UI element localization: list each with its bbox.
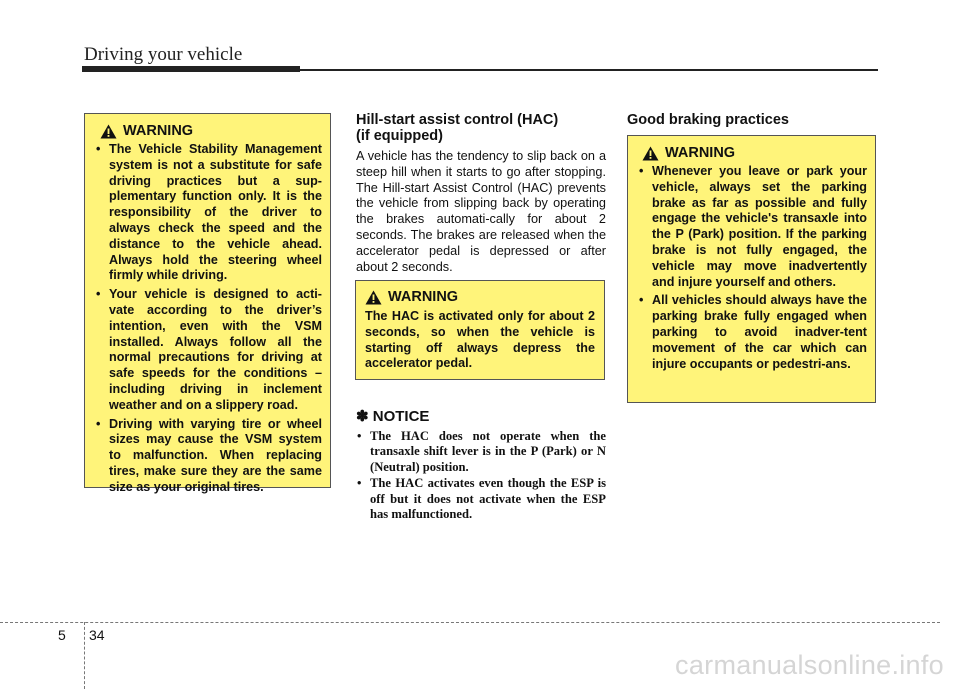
warning-item: • Whenever you leave or park your vehicle, always set the parking brake as far as possible and fully engage the vehicle's transaxle into the P (Park) position. If the parking brake is not fully engaged, the vehicle may move inadvertently and injure yourself and others. (634, 164, 867, 290)
page-number: 34 (89, 627, 105, 643)
footer-divider (0, 622, 940, 623)
notice-item: • The HAC activates even though the ESP is off but it does not activate when the ESP has malfunctioned. (356, 476, 606, 522)
chapter-title: Driving your vehicle (84, 44, 243, 65)
warning-title: WARNING (123, 123, 194, 139)
hac-heading-line2: (if equipped) (356, 128, 443, 144)
footer-page-divider (84, 622, 85, 689)
notice-block (356, 407, 606, 523)
warning-item: • Your vehicle is designed to acti-vate according to the driver’s intention, even with the VSM installed. Always follow all the normal precautions for driving at safe speeds for the conditions – including driving in inclement weather and on a slippery road. (91, 287, 322, 413)
warning-item: • The Vehicle Stability Management system is not a substitute for safe driving practices but a sup-plementary function only. It is the responsibility of the driver to always check the speed and the distance to the vehicle ahead. Always hold the steering wheel firmly while driving. (91, 142, 322, 284)
warning-box-hac (355, 280, 605, 380)
braking-heading: Good braking practices (627, 112, 789, 128)
warning-box-parking (627, 135, 876, 403)
warning-list (91, 142, 322, 496)
hac-body-text: A vehicle has the tendency to slip back on a steep hill when it starts to go after stopping. The Hill-start Assist Control (HAC) prevents the vehicle from slipping back by operating the brakes automati-cally for about 2 seconds. The brakes are released when the accelerator pedal is depressed or after about 2 seconds. (356, 149, 606, 274)
watermark: carmanualsonline.info (675, 650, 944, 680)
warning-box-vsm (84, 113, 331, 494)
warning-triangle-icon (365, 290, 382, 305)
notice-item: • The HAC does not operate when the transaxle shift lever is in the P (Park) or N (Neutral) position. (356, 429, 606, 475)
header-rule-thick (82, 66, 300, 72)
hac-heading-line1: Hill-start assist control (HAC) (356, 112, 559, 128)
warning-item: • All vehicles should always have the parking brake fully engaged when parking to avoid inadver-tent movement of the car which can injure occupants or pedestri-ans. (634, 293, 867, 372)
warning-header (365, 289, 595, 305)
warning-header (642, 145, 867, 161)
hac-heading (356, 112, 606, 144)
warning-header (100, 123, 322, 139)
notice-title: ✽ NOTICE (356, 408, 430, 425)
warning-title: WARNING (388, 289, 459, 305)
warning-text: The HAC is activated only for about 2 seconds, so when the vehicle is starting off always depress the accelerator pedal. (365, 309, 595, 371)
page-chapter-number: 5 (58, 627, 66, 643)
header-rule-thin (300, 69, 878, 71)
warning-triangle-icon (642, 146, 659, 161)
warning-triangle-icon (100, 124, 117, 139)
warning-title: WARNING (665, 145, 736, 161)
notice-list (356, 429, 606, 522)
warning-item: • Driving with varying tire or wheel sizes may cause the VSM system to malfunction. When replacing tires, make sure they are the same size as your original tires. (91, 417, 322, 496)
warning-list (634, 164, 867, 372)
